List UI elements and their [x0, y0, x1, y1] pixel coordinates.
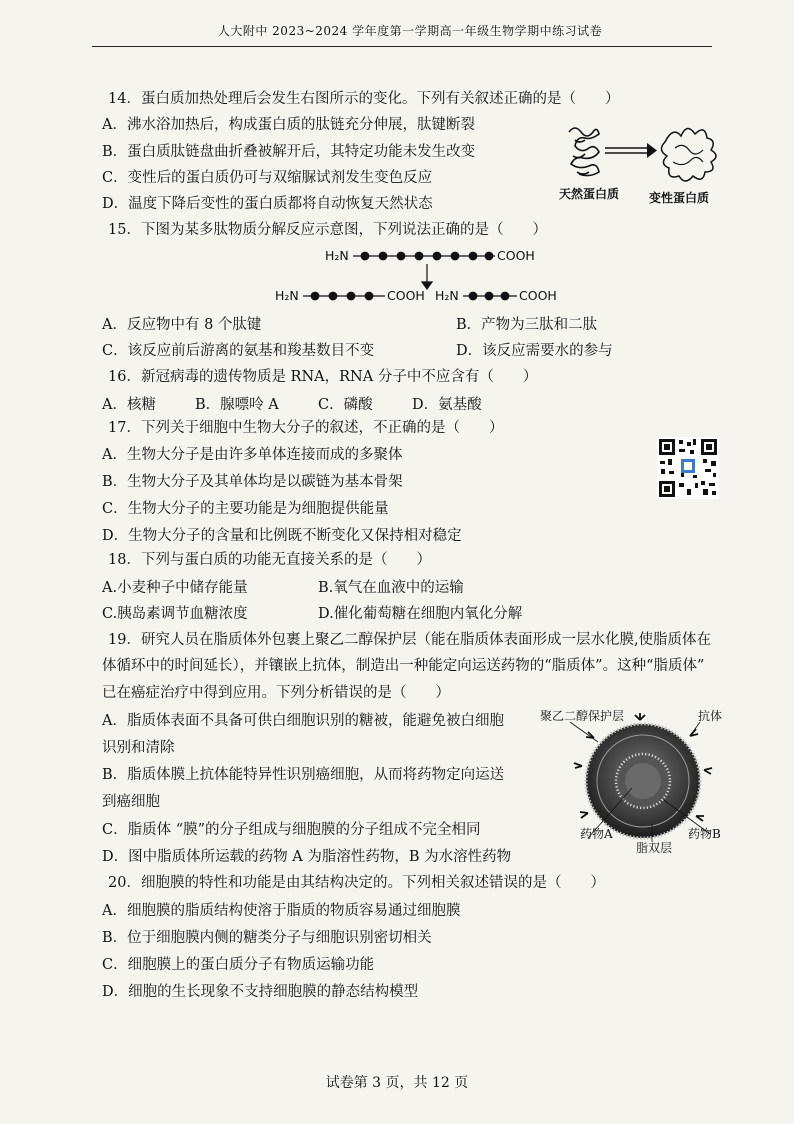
liposome-figure [540, 708, 740, 854]
qr-code-icon [657, 437, 719, 499]
top-chain-amino-end: H₂N [325, 248, 349, 263]
q19-option-d[interactable]: D．图中脂质体所运载的药物 A 为脂溶性药物，B 为水溶性药物 [102, 849, 512, 865]
polypeptide-hydrolysis-figure [275, 246, 575, 308]
q19-option-c[interactable]: C．脂质体 “膜”的分子组成与细胞膜的分子组成不完全相同 [102, 822, 481, 838]
bottom-left-chain-amino-end: H₂N [275, 288, 299, 303]
q19-stem-line-1: 19．研究人员在脂质体外包裹上聚乙二醇保护层（能在脂质体表面形成一层水化膜,使脂质体在 [108, 632, 712, 648]
q18-option-a[interactable]: A.小麦种子中储存能量 [102, 580, 248, 596]
q18-stem: 18．下列与蛋白质的功能无直接关系的是（ ） [108, 552, 431, 568]
q14-stem: 14．蛋白质加热处理后会发生右图所示的变化。下列有关叙述正确的是（ ） [108, 91, 620, 107]
q20-stem: 20．细胞膜的特性和功能是由其结构决定的。下列相关叙述错误的是（ ） [108, 875, 605, 891]
native-protein-label: 天然蛋白质 [559, 187, 620, 201]
amino-acid-residue [469, 252, 477, 260]
amino-acid-residue [365, 292, 373, 300]
polypeptide-chain-drawing [275, 246, 575, 308]
q18-option-b[interactable]: B.氧气在血液中的运输 [318, 580, 464, 596]
q14-option-a[interactable]: A．沸水浴加热后，构成蛋白质的肽链充分伸展，肽键断裂 [102, 117, 475, 133]
q14-option-c[interactable]: C．变性后的蛋白质仍可与双缩脲试剂发生变色反应 [102, 170, 433, 186]
q18-option-c[interactable]: C.胰岛素调节血糖浓度 [102, 606, 248, 622]
lipid-bilayer-label: 脂双层 [636, 841, 673, 855]
q20-option-a[interactable]: A．细胞膜的脂质结构使溶于脂质的物质容易通过细胞膜 [102, 903, 461, 919]
amino-acid-residue [451, 252, 459, 260]
q14-option-d[interactable]: D．温度下降后变性的蛋白质都将自动恢复天然状态 [102, 196, 433, 212]
amino-acid-residue [329, 292, 337, 300]
q19-stem-line-2: 体循环中的时间延长），并镶嵌上抗体，制造出一种能定向运送药物的“脂质体”。这种“脂质体” [102, 658, 705, 674]
q16-option-d[interactable]: D．氨基酸 [412, 397, 482, 413]
drug-a-label: 药物A [580, 827, 613, 841]
peg-layer-label: 聚乙二醇保护层 [540, 709, 625, 723]
drug-b-label: 药物B [688, 827, 721, 841]
q17-stem: 17．下列关于细胞中生物大分子的叙述，不正确的是（ ） [108, 420, 504, 436]
amino-acid-residue [361, 252, 369, 260]
q19-option-a-line-2: 识别和清除 [102, 740, 175, 756]
q15-option-c[interactable]: C．该反应前后游离的氨基和羧基数目不变 [102, 343, 375, 359]
q20-option-d[interactable]: D．细胞的生长现象不支持细胞膜的静态结构模型 [102, 984, 419, 1000]
q15-option-b[interactable]: B．产物为三肽和二肽 [456, 317, 598, 333]
q19-option-b-line-1[interactable]: B．脂质体膜上抗体能特异性识别癌细胞，从而将药物定向运送 [102, 767, 505, 783]
amino-acid-residue [397, 252, 405, 260]
q15-stem: 15．下图为某多肽物质分解反应示意图，下列说法正确的是（ ） [108, 222, 547, 238]
amino-acid-residue [485, 292, 493, 300]
q18-option-d[interactable]: D.催化葡萄糖在细胞内氧化分解 [318, 606, 523, 622]
q17-option-b[interactable]: B．生物大分子及其单体均是以碳链为基本骨架 [102, 474, 403, 490]
antibody-label: 抗体 [698, 709, 723, 723]
q16-option-a[interactable]: A．核糖 [102, 397, 156, 413]
q17-option-a[interactable]: A．生物大分子是由许多单体连接而成的多聚体 [102, 447, 403, 463]
amino-acid-residue [433, 252, 441, 260]
q16-option-c[interactable]: C．磷酸 [318, 397, 373, 413]
bottom-left-chain-carboxyl-end: COOH [387, 288, 425, 303]
amino-acid-residue [485, 252, 493, 260]
page-footer: 试卷第 3 页，共 12 页 [325, 1075, 469, 1091]
amino-acid-residue [415, 252, 423, 260]
q14-option-b[interactable]: B．蛋白质肽链盘曲折叠被解开后，其特定功能未发生改变 [102, 144, 476, 160]
protein-denaturation-figure [555, 112, 725, 207]
amino-acid-residue [501, 292, 509, 300]
amino-acid-residue [469, 292, 477, 300]
q19-option-a-line-1[interactable]: A．脂质体表面不具备可供白细胞识别的糖被，能避免被白细胞 [102, 713, 504, 729]
q20-option-b[interactable]: B．位于细胞膜内侧的糖类分子与细胞识别密切相关 [102, 930, 432, 946]
q20-option-c[interactable]: C．细胞膜上的蛋白质分子有物质运输功能 [102, 957, 375, 973]
q15-option-d[interactable]: D．该反应需要水的参与 [456, 343, 613, 359]
page-header: 人大附中 2023~2024 学年度第一学期高一年级生物学期中练习试卷 [217, 24, 603, 38]
header-divider [92, 46, 712, 47]
bottom-right-chain-amino-end: H₂N [435, 288, 459, 303]
q16-stem: 16．新冠病毒的遗传物质是 RNA，RNA 分子中不应含有（ ） [108, 369, 538, 385]
q19-option-b-line-2: 到癌细胞 [102, 794, 160, 810]
amino-acid-residue [347, 292, 355, 300]
bottom-right-chain-carboxyl-end: COOH [519, 288, 557, 303]
qr-code [657, 437, 719, 499]
denatured-protein-label: 变性蛋白质 [649, 191, 710, 205]
q17-option-c[interactable]: C．生物大分子的主要功能是为细胞提供能量 [102, 501, 389, 517]
amino-acid-residue [379, 252, 387, 260]
top-chain-carboxyl-end: COOH [497, 248, 535, 263]
q15-option-a[interactable]: A．反应物中有 8 个肽键 [102, 317, 262, 333]
q17-option-d[interactable]: D．生物大分子的含量和比例既不断变化又保持相对稳定 [102, 528, 462, 544]
q19-stem-line-3: 已在癌症治疗中得到应用。下列分析错误的是（ ） [102, 685, 450, 701]
amino-acid-residue [311, 292, 319, 300]
q16-option-b[interactable]: B．腺嘌呤 A [195, 397, 279, 413]
